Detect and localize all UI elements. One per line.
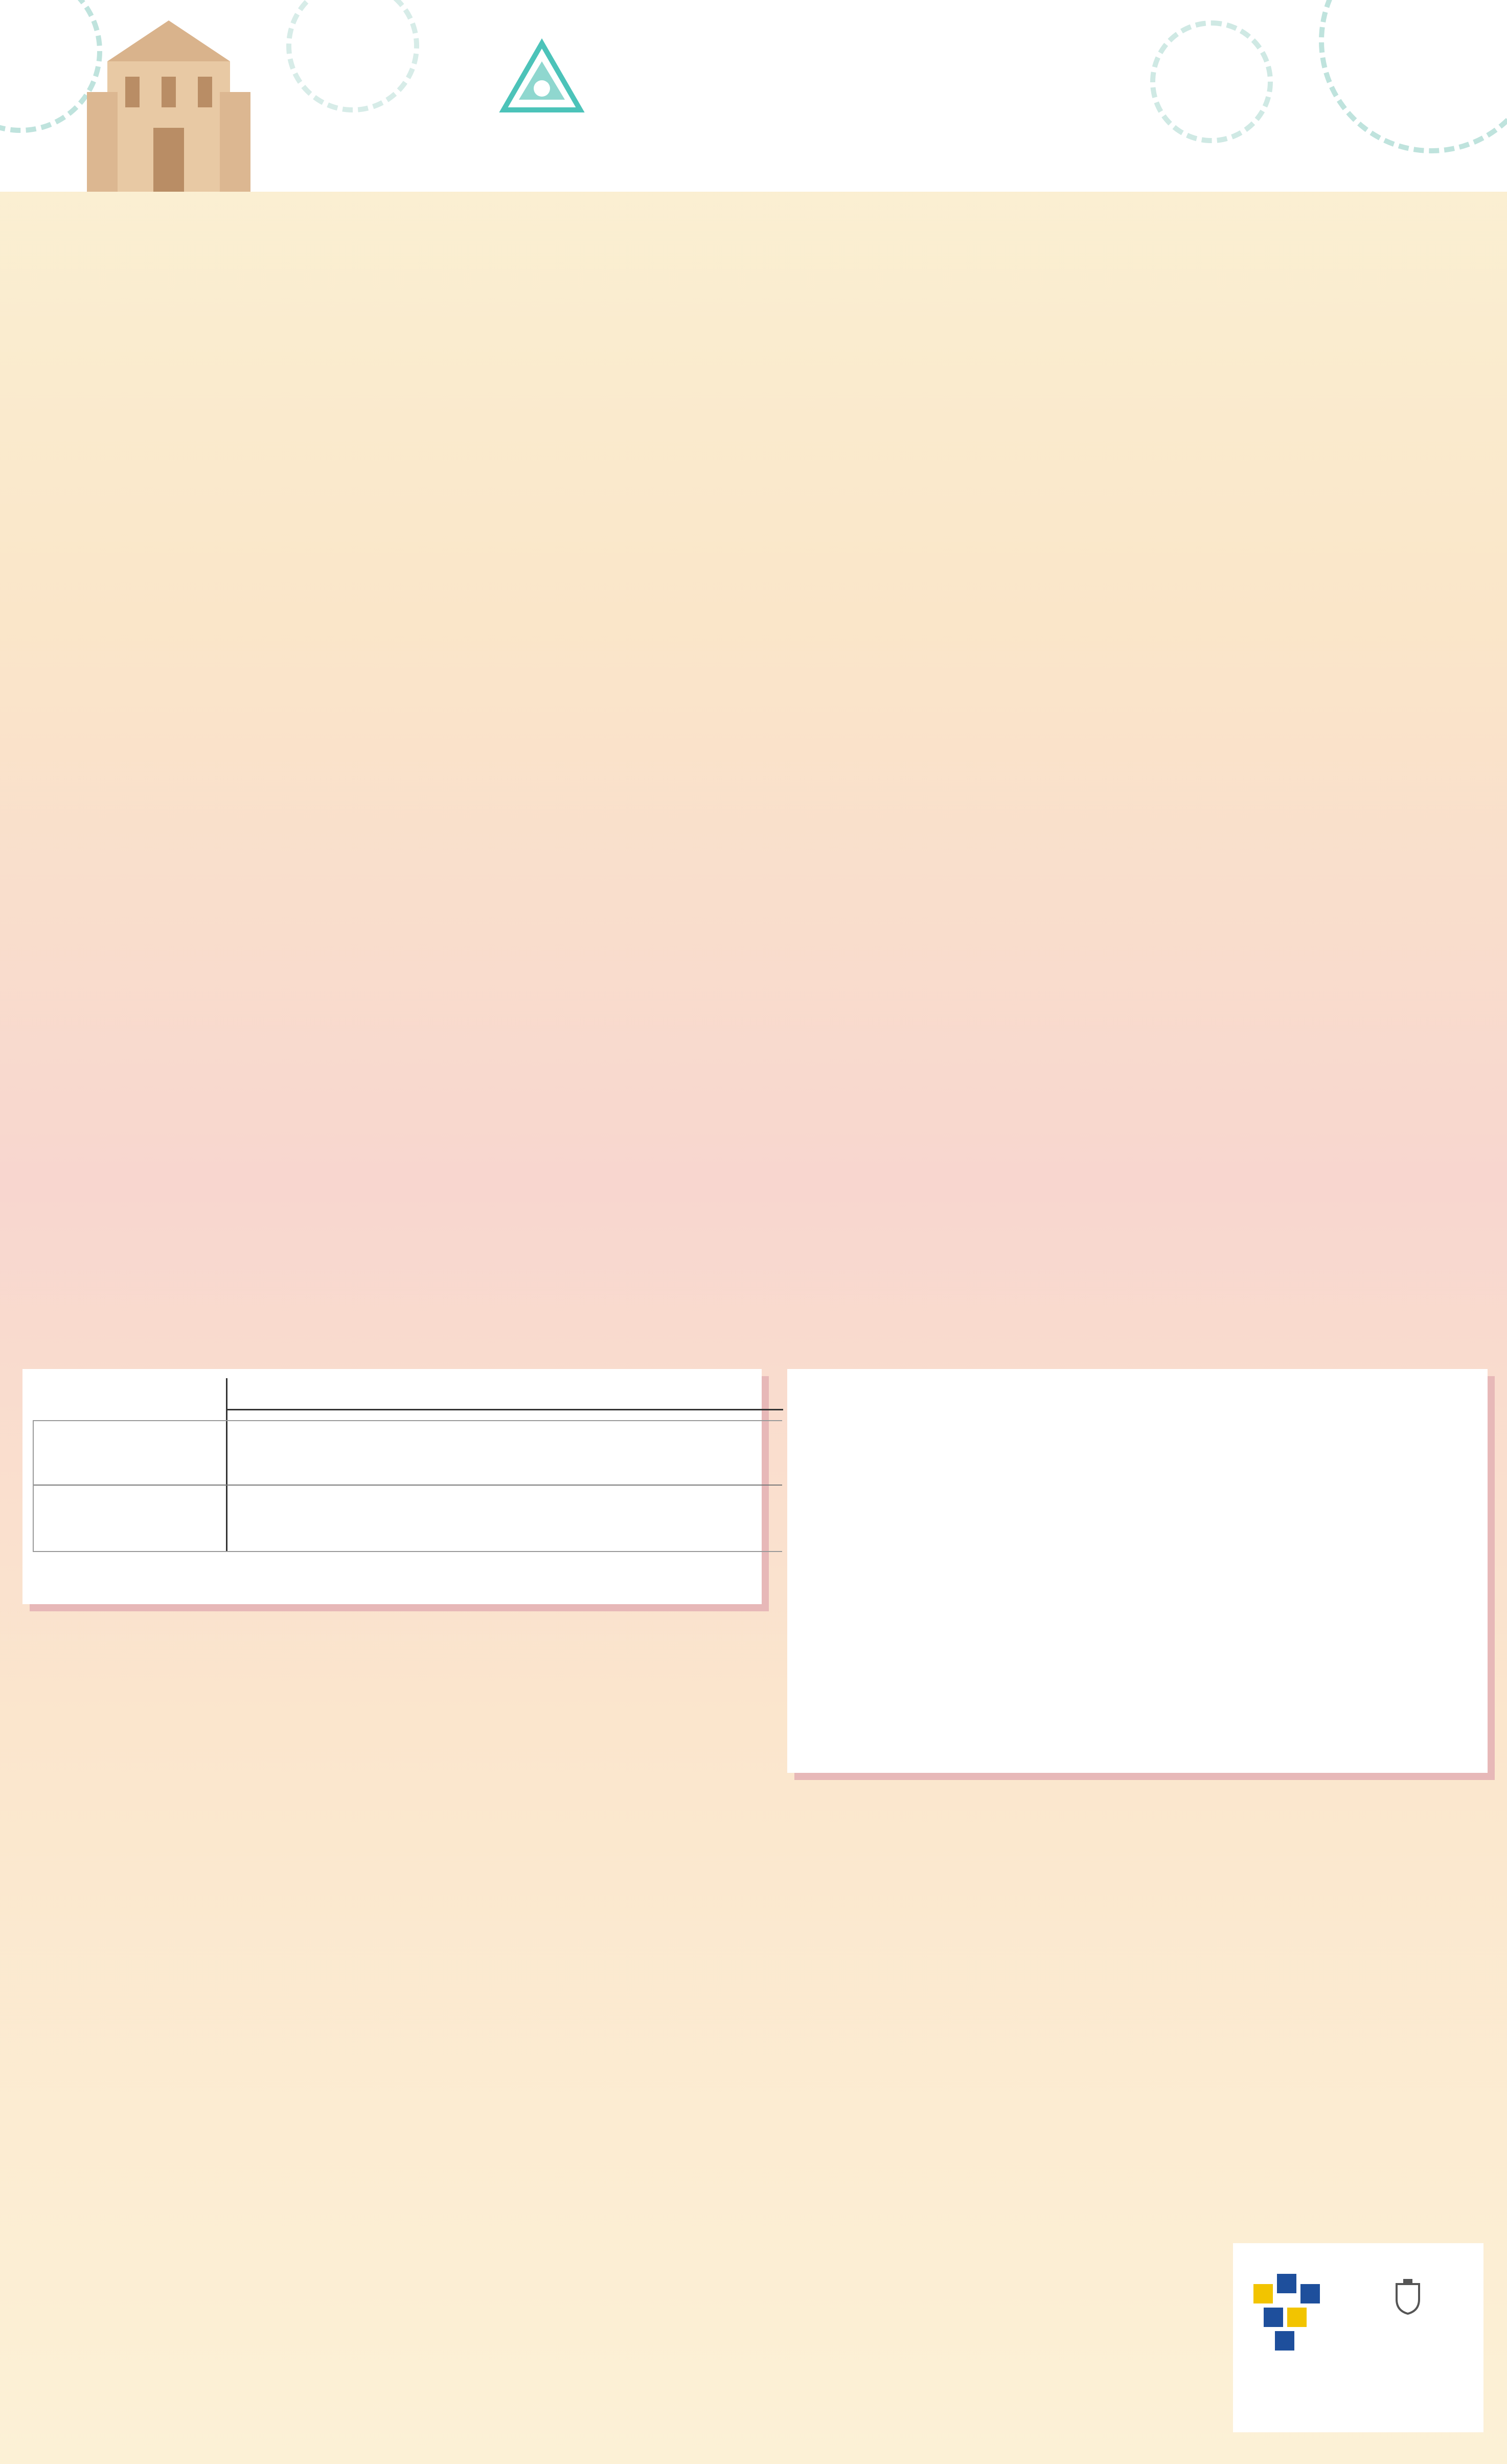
table-divider xyxy=(33,1420,34,1551)
congress-logo-icon xyxy=(498,38,585,125)
hospital-logo xyxy=(1233,2243,1483,2432)
reference-item xyxy=(25,2276,1067,2324)
references xyxy=(25,2252,1067,2348)
reference-item xyxy=(25,2324,1067,2348)
decorative-circle xyxy=(1319,0,1507,153)
results-table xyxy=(22,1369,762,1604)
coat-of-arms-icon xyxy=(1394,2279,1422,2315)
table-divider xyxy=(33,1551,782,1552)
decorative-circle xyxy=(1150,20,1273,143)
table-divider xyxy=(33,1420,782,1421)
dvh-figure xyxy=(787,1369,1488,1773)
canarias-health-logo-icon xyxy=(1248,2274,1325,2351)
table-divider xyxy=(33,1485,782,1486)
church-illustration xyxy=(77,0,261,192)
header-banner xyxy=(0,0,1507,192)
decorative-circle xyxy=(286,0,419,112)
table-header-row xyxy=(226,1378,783,1410)
dvh-chart xyxy=(787,1369,1488,1773)
table-divider xyxy=(226,1378,227,1552)
reference-item xyxy=(25,2252,1067,2276)
